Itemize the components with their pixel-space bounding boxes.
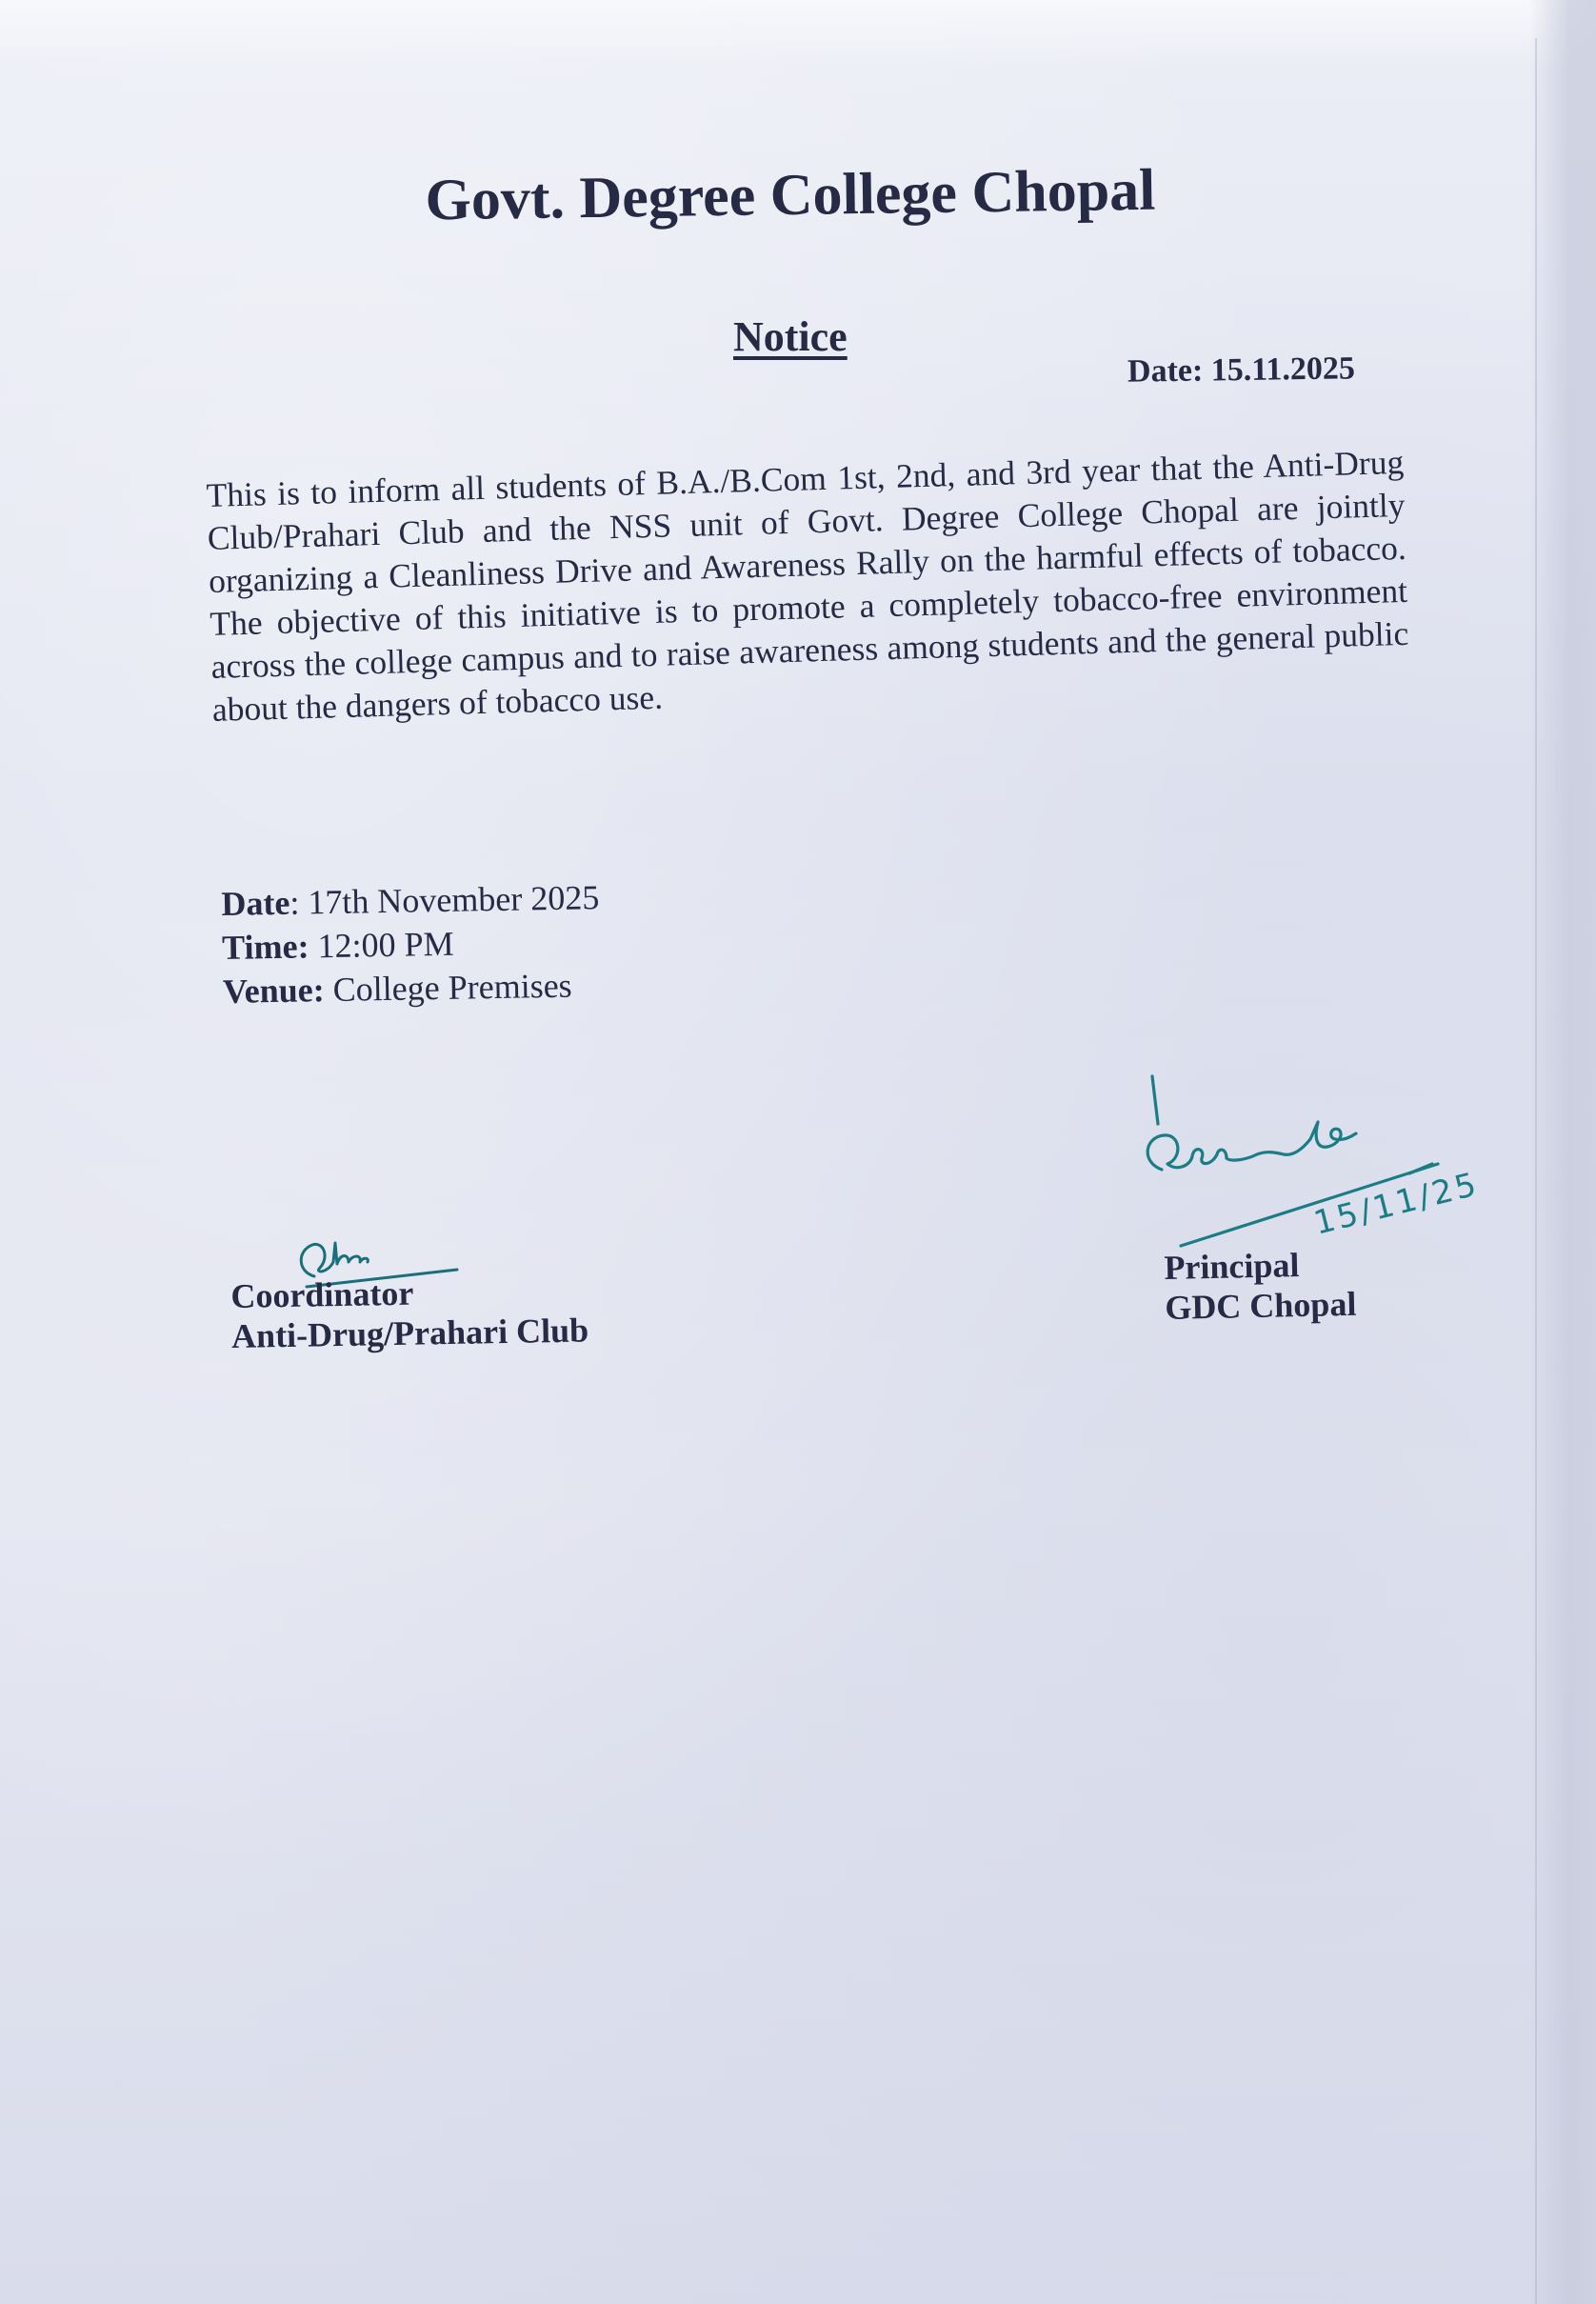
college-title: Govt. Degree College Chopal	[425, 157, 1156, 233]
coordinator-signature-block	[230, 1270, 589, 1356]
event-venue-value: College Premises	[324, 966, 572, 1010]
event-venue-row	[223, 963, 602, 1013]
notice-body-paragraph: This is to inform all students of B.A./B.Com 1st, 2nd, and 3rd year that the Anti-Drug Club/Prahari Club and the NSS unit of Govt. Degree College Chopal are jointly organizing a Cleanliness Drive and Awareness Rally on the harmful effects of tobacco. The objective of this initiative is to promote a completely tobacco-free environment across the college campus and to raise awareness among students and the general public about the dangers of tobacco use.	[206, 442, 1409, 729]
principal-handwritten-date: 15/11/25	[1309, 1165, 1483, 1243]
event-venue-label: Venue:	[222, 971, 326, 1011]
notice-heading: Notice	[733, 313, 848, 360]
event-date-value: : 17th November 2025	[289, 878, 600, 922]
event-time-row	[222, 919, 601, 970]
principal-signature	[1124, 1067, 1466, 1257]
event-date-row	[221, 875, 600, 926]
paper-top-highlight	[0, 0, 1596, 67]
event-time-label: Time:	[221, 927, 309, 967]
principal-unit: GDC Chopal	[1164, 1284, 1357, 1327]
coordinator-title: Coordinator	[230, 1273, 414, 1315]
notice-date: Date: 15.11.2025	[1127, 351, 1356, 390]
paper-fold-line	[1535, 38, 1537, 2304]
principal-signature-block	[1164, 1244, 1357, 1328]
paper-right-shadow	[1529, 0, 1596, 2304]
principal-title: Principal	[1164, 1246, 1300, 1287]
event-date-label: Date	[221, 883, 290, 923]
coordinator-unit: Anti-Drug/Prahari Club	[230, 1311, 589, 1355]
event-details	[221, 875, 601, 1013]
event-time-value: 12:00 PM	[309, 924, 454, 966]
